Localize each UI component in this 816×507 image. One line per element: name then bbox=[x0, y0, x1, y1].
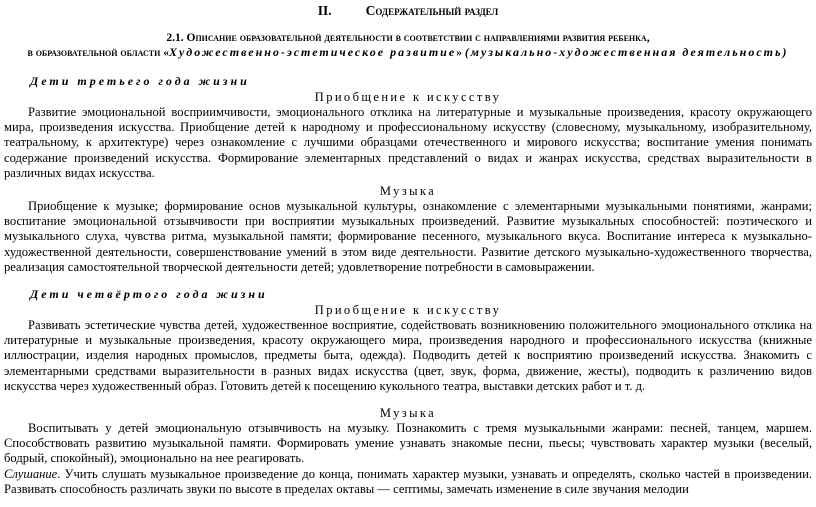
topic-text: Развитие эмоциональной восприимчивости, эмоционального отклика на литературные и музыкальные произведения, красоту окружающего мира, произведения искусства. Приобщение детей к народному и профессиональному искусству (словесному, музыкальному, изобразительному, театральному, к архитектуре) через ознакомление с лучшими образцами отечественного и мирового искусства; воспитание умения понимать содержание произведений искусства. Формирование элементарных представлений о видах и жанрах искусства, средствах выразительности в различных видах искусства. bbox=[4, 105, 812, 180]
listening-lead: Слушание bbox=[4, 466, 58, 481]
topic-text: Воспитывать у детей эмоциональную отзывчивость на музыку. Познакомить с тремя музыкальными жанрами: песней, танцем, маршем. Способствовать развитию музыкальной памяти. Формировать умение узнавать знакомые песни, пьесы; чувствовать характер музыки (веселый, бодрый, спокойный), эмоционально на нее реагировать. bbox=[4, 421, 812, 466]
topic-heading: Музыка bbox=[379, 406, 437, 421]
subsection-line-2 bbox=[4, 45, 812, 60]
area-detail: (музыкально-художественная деятельность) bbox=[464, 45, 789, 59]
age-block bbox=[4, 287, 812, 497]
section-title-text: Содержательный раздел bbox=[365, 3, 499, 18]
topic-heading: Приобщение к искусству bbox=[314, 90, 502, 104]
listening-text: . Учить слушать музыкальное произведение до конца, понимать характер музыки, узнавать и определять, сколько частей в произведении. Развивать способность различать звуки по высоте в пределах октавы — септимы, замечать изменение в силе звучания мелодии bbox=[4, 466, 812, 496]
age-block bbox=[4, 74, 812, 275]
subsection-title bbox=[4, 31, 812, 60]
topic-text: Приобщение к музыке; формирование основ музыкальной культуры, ознакомление с элементарными музыкальными понятиями, жанрами; воспитание эмоциональной отзывчивости при восприятии музыкальных произведений. Развитие музыкальных способностей: поэтического и музыкального слуха, чувства ритма, музыкальной памяти; формирование песенного, музыкального вкуса. Воспитание интереса к музыкально-художественной деятельности, совершенствование умений в этом виде деятельности. Развитие детского музыкально-художественного творчества, реализация самостоятельной творческой деятельности детей; удовлетворение потребности в самовыражении. bbox=[4, 199, 812, 274]
topic-heading: Приобщение к искусству bbox=[314, 303, 502, 318]
age-heading: Дети четвёртого года жизни bbox=[30, 287, 268, 302]
section-title bbox=[4, 2, 812, 20]
age-heading: Дети третьего года жизни bbox=[30, 74, 250, 88]
subsection-line-2-prefix: в образовательной области « bbox=[27, 47, 169, 59]
listening-paragraph bbox=[4, 467, 812, 497]
subsection-line-2-suffix: » bbox=[456, 47, 462, 59]
section-number: II. bbox=[317, 3, 332, 18]
topic-text: Развивать эстетические чувства детей, художественное восприятие, содействовать возникновению положительного эмоционального отклика на литературные и музыкальные произведения, красоту окружающего мира, произведения народного и профессионального искусства (книжные иллюстрации, изделия народных промыслов, предметы быта, одежда). Подводить детей к восприятию произведений искусства. Знакомить с элементарными средствами выразительности в разных видах искусства (цвет, звук, форма, движение, жесты), подводить к различению видов искусства через художественный образ. Готовить детей к посещению кукольного театра, выставки детских работ и т. д. bbox=[4, 318, 812, 393]
topic-heading: Музыка bbox=[379, 184, 437, 199]
area-name: Художественно-эстетическое развитие bbox=[168, 45, 457, 59]
subsection-line-1: 2.1. Описание образовательной деятельности в соответствии с направлениями развития ребенка, bbox=[166, 32, 650, 44]
